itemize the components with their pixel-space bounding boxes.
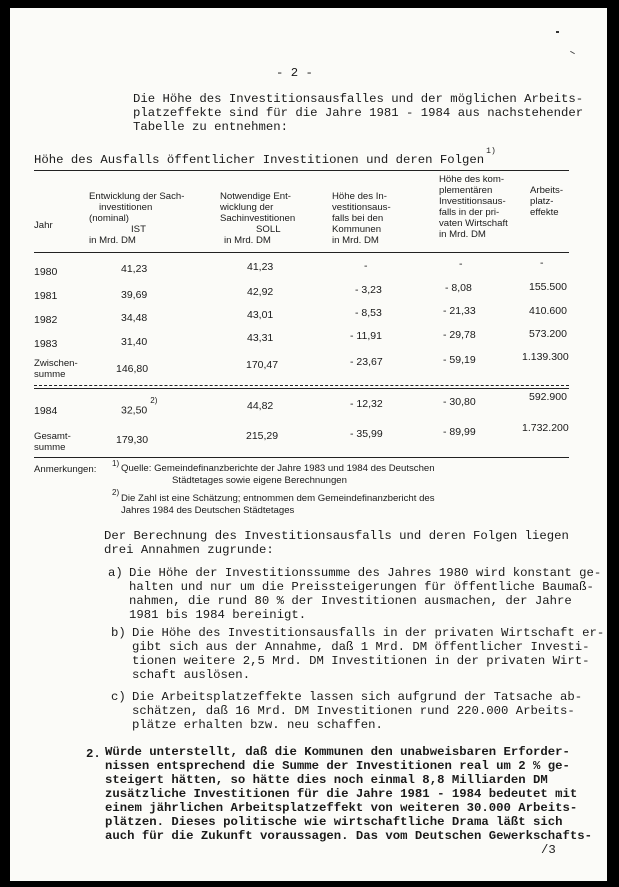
footnote-mark: 1) xyxy=(486,147,496,156)
intro-line: platzeffekte sind für die Jahre 1981 - 1984 aus nachstehender xyxy=(133,106,584,120)
note-line: Die Zahl ist eine Schätzung; entnommen dem Gemeindefinanzbericht des xyxy=(121,493,435,504)
subtotal-rule xyxy=(34,385,569,386)
note-line: Städtetages sowie eigene Berechnungen xyxy=(172,475,347,486)
scan-speck xyxy=(556,31,559,33)
list-marker: 2. xyxy=(86,747,101,761)
scan-speck xyxy=(570,51,575,54)
footnote-mark: 2) xyxy=(150,396,158,405)
col-header-jahr: Jahr xyxy=(34,220,53,231)
page-continuation: /3 xyxy=(541,843,556,857)
list-marker: b) xyxy=(111,626,126,640)
notes-label: Anmerkungen: xyxy=(34,464,97,475)
table-header-rule xyxy=(34,252,569,253)
page-number: - 2 - xyxy=(276,66,313,80)
table-top-rule xyxy=(34,170,569,171)
subtotal-rule xyxy=(34,388,569,389)
document-page: - 2 - Die Höhe des Investitionsausfalles und der möglichen Arbeits- platzeffekte sind für die Jahre 1981 - 1984 aus nachstehender Tabelle zu entnehmen: Höhe des Ausfalls öffentlicher Investitionen und deren Folgen$^{1)}$ Jahr Entwicklung der Sach- investitionen (nominal) IST in Mrd. DM Notwendige Ent- wicklung der Sachinvestitionen SOLL in Mrd. DM Höhe des In- vestitionsaus- falls bei den Kommunen in Mrd. DM Höhe des kom- plementären Investitionsaus- falls in der pri- vaten Wirtschaft in Mrd. DM Arbeits- platz- effekte 1980 41,23 41,23 - - - 1981 39,69 42,92 - 3,23 - 8,08 155.500 1982 34,48 43,01 - 8,53 - 21,33 410.600 1983 31,40 43,31 - 11,91 - 29,78 573.200 Zwischen- summe 146,80 170,47 - 23,67 - 59,19 1.139.300 1984 32,50$^{2)}$ 44,82 - 12,32 - 30,80 592.900 Gesamt- summe 179,30 215,29 - 35,99 - 89,99 1.732.200 Anmerkungen: 1) Quelle: Gemeindefinanzberichte der Jahre 1983 und 1984 des Deutschen Städtetages sowie eigene Berechnungen 2) Die Zahl ist eine Schätzung; entnommen dem Gemeindefinanzbericht des Jahres 1984 des Deutschen Städtetages Der Berechnung des Investitionsausfalls und deren Folgen liegen drei Annahmen zugrunde: a) Die Höhe der Investitionssumme des Jahres 1980 wird konstant ge- halten und nur um die Preissteigerungen für öffentliche Baumaß- nahmen, die rund 80 % der Investitionen ausmachen, der Jahre 1981 bis 1984 bereinigt. b) Die Höhe des Investitionsausfalls in der privaten Wirtschaft er- gibt sich aus der Annahme, daß 1 Mrd. DM öffentlicher Investi- tionen weitere 2,5 Mrd. DM Investitionen in der privaten Wirt- schaft auslösen. c) Die Arbeitsplatzeffekte lassen sich aufgrund der Tatsache ab- schätzen, daß 16 Mrd. DM Investitionen rund 220.000 Arbeits- plätze erhalten bzw. neu schaffen. 2. Würde unterstellt, daß die Kommunen den unabweisbaren Erforder- nissen entsprechend die Summe der Investitionen real um 2 % ge- steigert hätten, so hätte dies noch einmal 8,8 Milliarden DM zusätzliche Investitionen für die Jahre 1981 - 1984 bedeutet mit einem jährlichen Arbeitsplatzeffekt von weiteren 30.000 Arbeits- plätzen. Dieses politische wie wirtschaftliche Drama läßt sich auch für die Zukunft voraussagen. Das vom Deutschen Gewerkschafts- /3 xyxy=(10,8,607,881)
footnote-mark: 2) xyxy=(112,488,120,497)
note-line: Jahres 1984 des Deutschen Städtetages xyxy=(121,505,295,516)
table-bottom-rule xyxy=(34,457,569,458)
table-title: Höhe des Ausfalls öffentlicher Investitionen und deren Folgen$^{1)}$ xyxy=(34,147,496,168)
note-line: Quelle: Gemeindefinanzberichte der Jahre 1983 und 1984 des Deutschen xyxy=(121,463,435,474)
list-marker: a) xyxy=(108,566,123,580)
list-marker: c) xyxy=(111,690,126,704)
intro-line: Die Höhe des Investitionsausfalles und der möglichen Arbeits- xyxy=(133,92,584,106)
footnote-mark: 1) xyxy=(112,459,120,468)
intro-line: Tabelle zu entnehmen: xyxy=(133,120,288,134)
